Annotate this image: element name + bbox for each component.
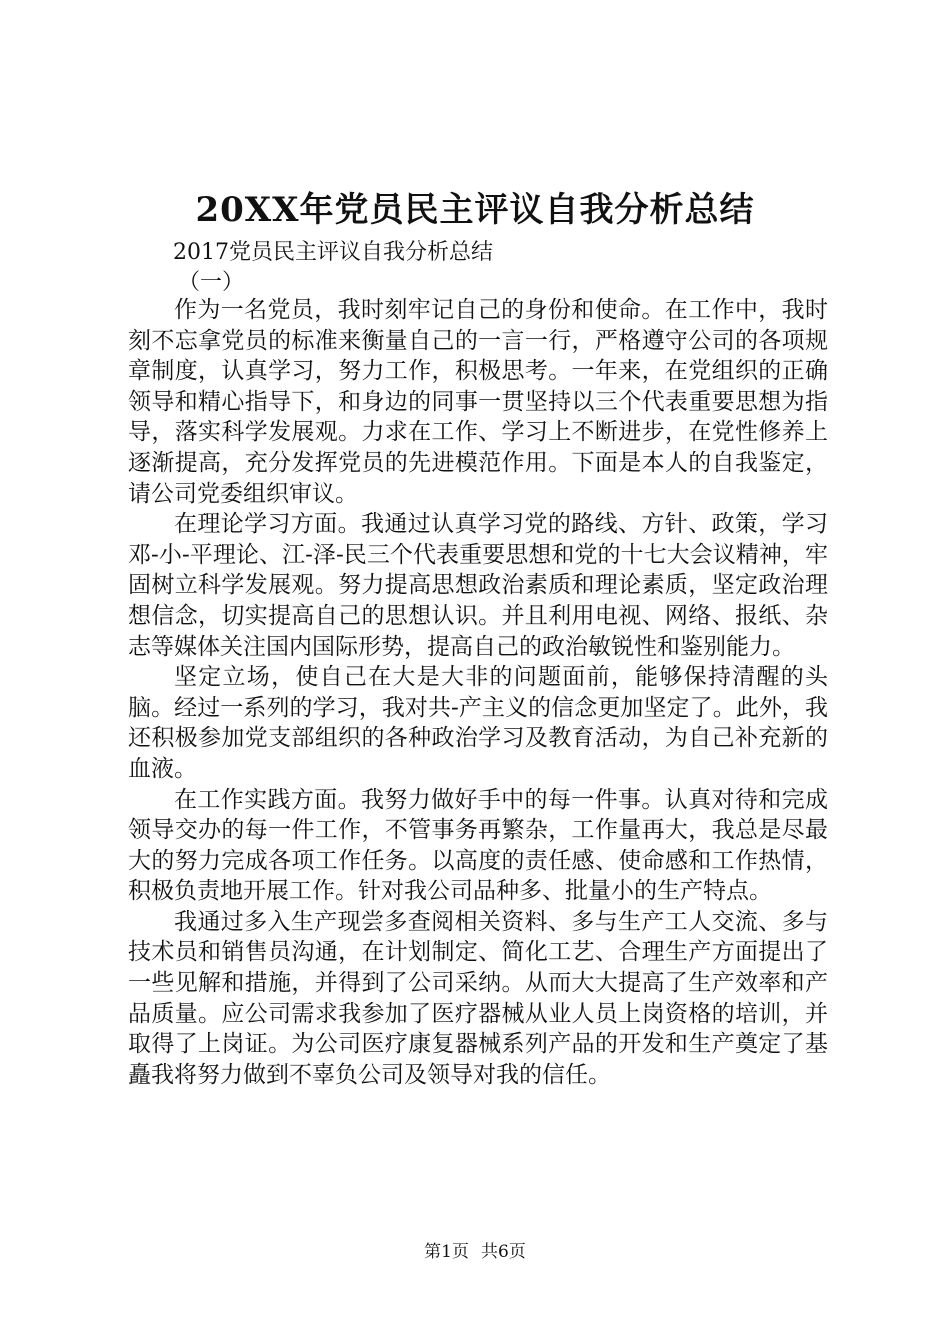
page-footer	[0, 1240, 950, 1264]
document-subtitle: 2017党员民主评议自我分析总结	[173, 240, 493, 265]
paragraph-1: 作为一名党员，我时刻牢记自己的身份和使命。在工作中，我时刻不忘拿党员的标准来衡量自己的一言一行，严格遵守公司的各项规章制度，认真学习，努力工作，积极思考。一年来，在党组织的正确领导和精心指导下，和身边的同事一贯坚持以三个代表重要思想为指导，落实科学发展观。力求在工作、学习上不断进步，在党性修养上逐渐提高，充分发挥党员的先进模范作用。下面是本人的自我鉴定，请公司党委组织审议。	[128, 297, 828, 507]
section-label: （一）	[178, 270, 245, 295]
document-title: 20XX年党员民主评议自我分析总结	[195, 190, 755, 230]
paragraph-4: 在工作实践方面。我努力做好手中的每一件事。认真对待和完成领导交办的每一件工作，不管事务再繁杂，工作量再大，我总是尽最大的努力完成各项工作任务。以高度的责任感、使命感和工作热情，积极负责地开展工作。针对我公司品种多、批量小的生产特点。	[128, 786, 828, 905]
document-body	[128, 295, 828, 1090]
paragraph-5: 我通过多入生产现尝多查阅相关资料、多与生产工人交流、多与技术员和销售员沟通，在计划制定、简化工艺、合理生产方面提出了一些见解和措施，并得到了公司采纳。从而大大提高了生产效率和产品质量。应公司需求我参加了医疗器械从业人员上岗资格的培训，并取得了上岗证。为公司医疗康复器械系列产品的开发和生产奠定了基矗我将努力做到不辜负公司及领导对我的信任。	[128, 908, 828, 1088]
page-number-total: 共6页	[481, 1242, 526, 1262]
paragraph-2: 在理论学习方面。我通过认真学习党的路线、方针、政策，学习邓-小-平理论、江-泽-民三个代表重要思想和党的十七大会议精神，牢固树立科学发展观。努力提高思想政治素质和理论素质，坚定政治理想信念，切实提高自己的思想认识。并且利用电视、网络、报纸、杂志等媒体关注国内国际形势，提高自己的政治敏锐性和鉴别能力。	[128, 511, 828, 660]
page-number-current: 第1页	[424, 1242, 469, 1262]
paragraph-3: 坚定立场，使自己在大是大非的问题面前，能够保持清醒的头脑。经过一系列的学习，我对共-产主义的信念更加坚定了。此外，我还积极参加党支部组织的各种政治学习及教育活动，为自己补充新的血液。	[128, 664, 828, 782]
